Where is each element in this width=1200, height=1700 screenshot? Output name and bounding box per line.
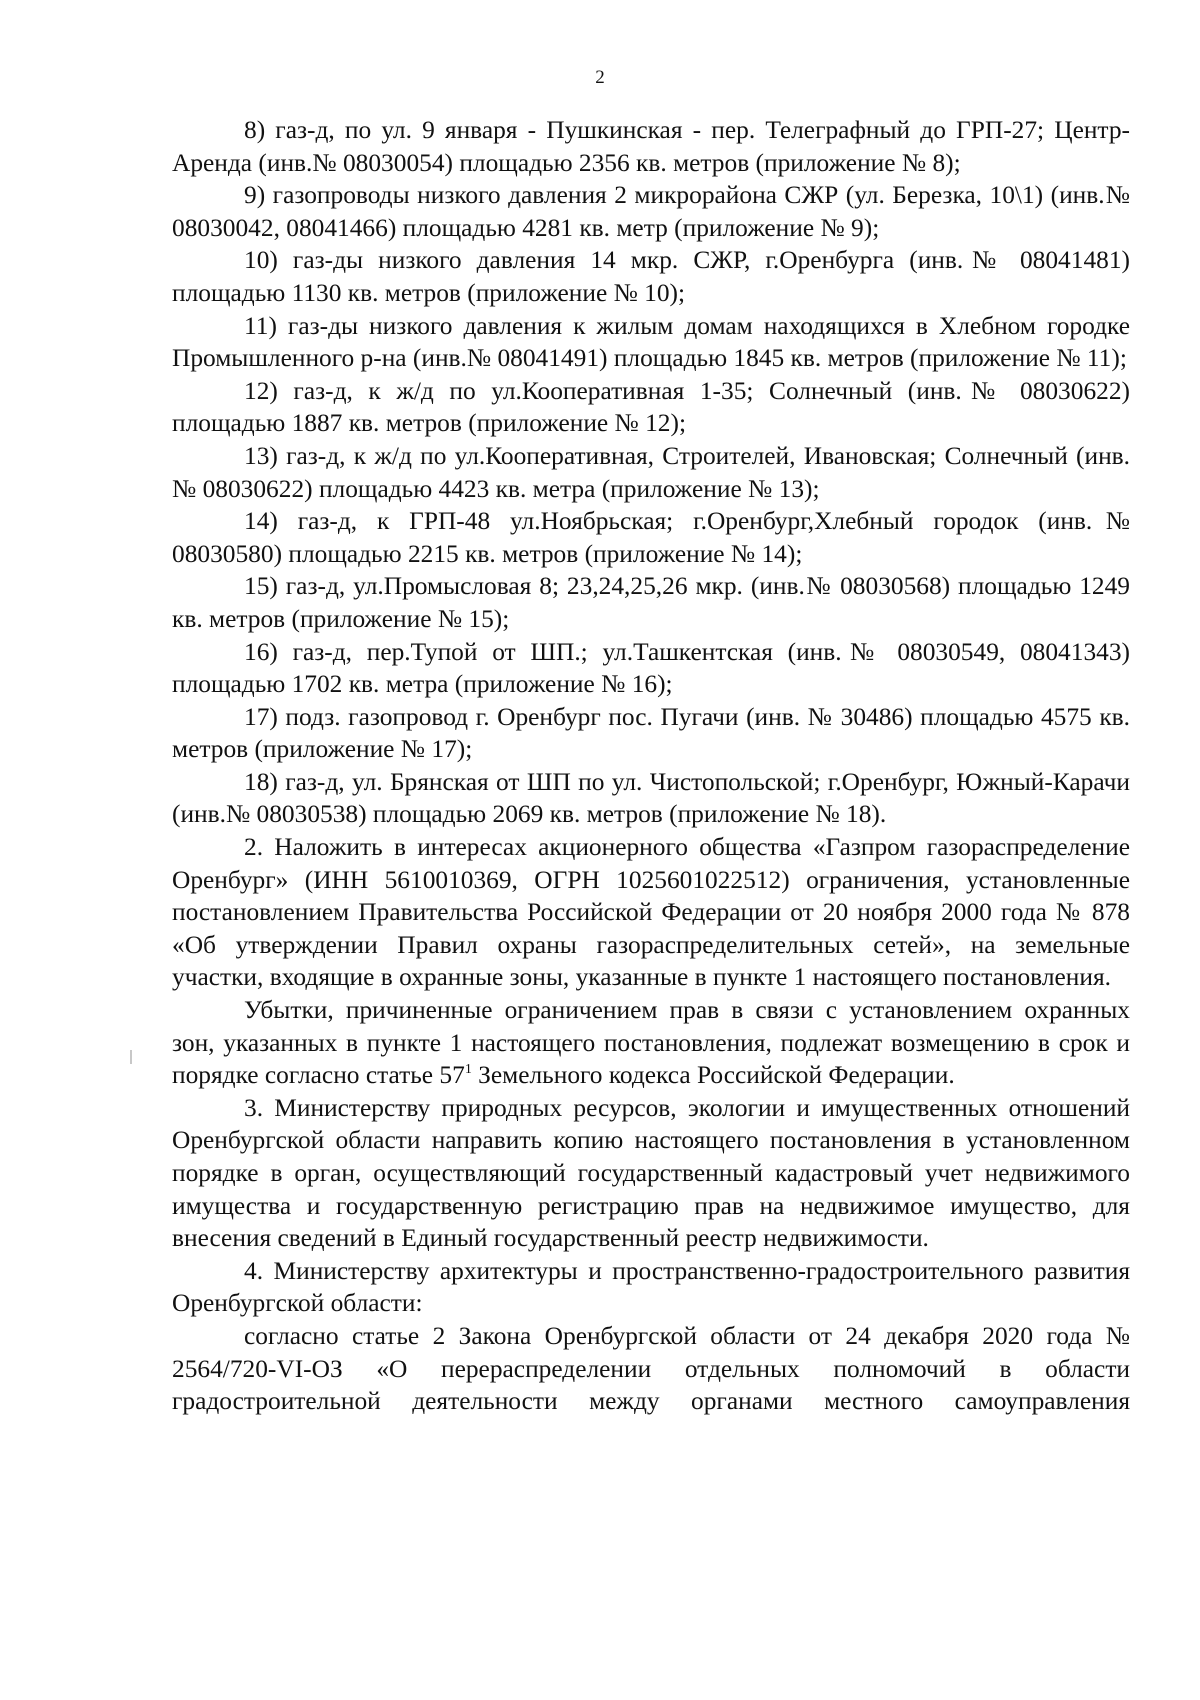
item-10-paragraph: 10) газ-ды низкого давления 14 мкр. СЖР, г.Оренбурга (инв.№ 08041481) площадью 1130 кв. метров (приложение № 10); [172,246,1130,307]
item-11-paragraph: 11) газ-ды низкого давления к жилым домам находящихся в Хлебном городке Промышленного р-на (инв.№ 08041491) площадью 1845 кв. метров (приложение № 11); [172,311,1130,373]
item-15-paragraph: 15) газ-д, ул.Промысловая 8; 23,24,25,26 мкр. (инв.№ 08030568) площадью 1249 кв. метров (приложение № 15); [172,572,1130,633]
scan-artifact-mark [130,1050,132,1064]
item-17-paragraph: 17) подз. газопровод г. Оренбург пос. Пугачи (инв. № 30486) площадью 4575 кв. метров (приложение № 17); [172,702,1130,764]
page-number: 2 [595,67,605,88]
law-reference-paragraph: согласно статье 2 Закона Оренбургской области от 24 декабря 2020 года № 2564/720-VI-ОЗ «О перераспределении отдельных полномочий в области градостроительной деятельности между органами местного самоуправления [172,1321,1130,1416]
clause-4-paragraph: 4. Министерству архитектуры и пространственно-градостроительного развития Оренбургской области: [172,1256,1130,1318]
document-body [172,114,1130,1418]
losses-paragraph [172,994,1130,1092]
clause-3-paragraph: 3. Министерству природных ресурсов, экологии и имущественных отношений Оренбургской области направить копию настоящего постановления в установленном порядке в орган, осуществляющий государственный кадастровый учет недвижимого имущества и государственную регистрацию прав на недвижимое имущество, для внесения сведений в Единый государственный реестр недвижимости. [172,1093,1130,1253]
article-superscript: 1 [464,1062,472,1078]
item-18-paragraph: 18) газ-д, ул. Брянская от ШП по ул. Чистопольской; г.Оренбург, Южный-Карачи (инв.№ 08030538) площадью 2069 кв. метров (приложение № 18). [172,767,1130,829]
losses-text-after: Земельного кодекса Российской Федерации. [471,1061,955,1090]
item-14-paragraph: 14) газ-д, к ГРП-48 ул.Ноябрьская; г.Оренбург,Хлебный городок (инв.№ 08030580) площадью 2215 кв. метров (приложение № 14); [172,507,1130,568]
item-9-paragraph: 9) газопроводы низкого давления 2 микрорайона СЖР (ул. Березка, 10\1) (инв.№ 08030042, 08041466) площадью 4281 кв. метр (приложение № 9); [172,181,1130,242]
item-16-paragraph: 16) газ-д, пер.Тупой от ШП.; ул.Ташкентская (инв.№ 08030549, 08041343) площадью 1702 кв. метра (приложение № 16); [172,637,1130,699]
item-12-paragraph: 12) газ-д, к ж/д по ул.Кооперативная 1-35; Солнечный (инв.№ 08030622) площадью 1887 кв. метров (приложение № 12); [172,376,1130,438]
clause-2-paragraph: 2. Наложить в интересах акционерного общества «Газпром газораспределение Оренбург» (ИНН 5610010369, ОГРН 1025601022512) ограничения, установленные постановлением Правительства Российской Федерации от 20 ноября 2000 года № 878 «Об утверждении Правил охраны газораспределительных сетей», на земельные участки, входящие в охранные зоны, указанные в пункте 1 настоящего постановления. [172,833,1130,992]
losses-text-before: Убытки, причиненные ограничением прав в связи с установлением охранных зон, указанных в пункте 1 настоящего постановления, подлежат возмещению в срок и порядке согласно статье 57 [172,996,1130,1090]
item-8-paragraph: 8) газ-д, по ул. 9 января - Пушкинская - пер. Телеграфный до ГРП-27; Центр-Аренда (инв.№ 08030054) площадью 2356 кв. метров (приложение № 8); [172,116,1130,177]
item-13-paragraph: 13) газ-д, к ж/д по ул.Кооперативная, Строителей, Ивановская; Солнечный (инв.№ 08030622) площадью 4423 кв. метра (приложение № 13); [172,441,1130,503]
